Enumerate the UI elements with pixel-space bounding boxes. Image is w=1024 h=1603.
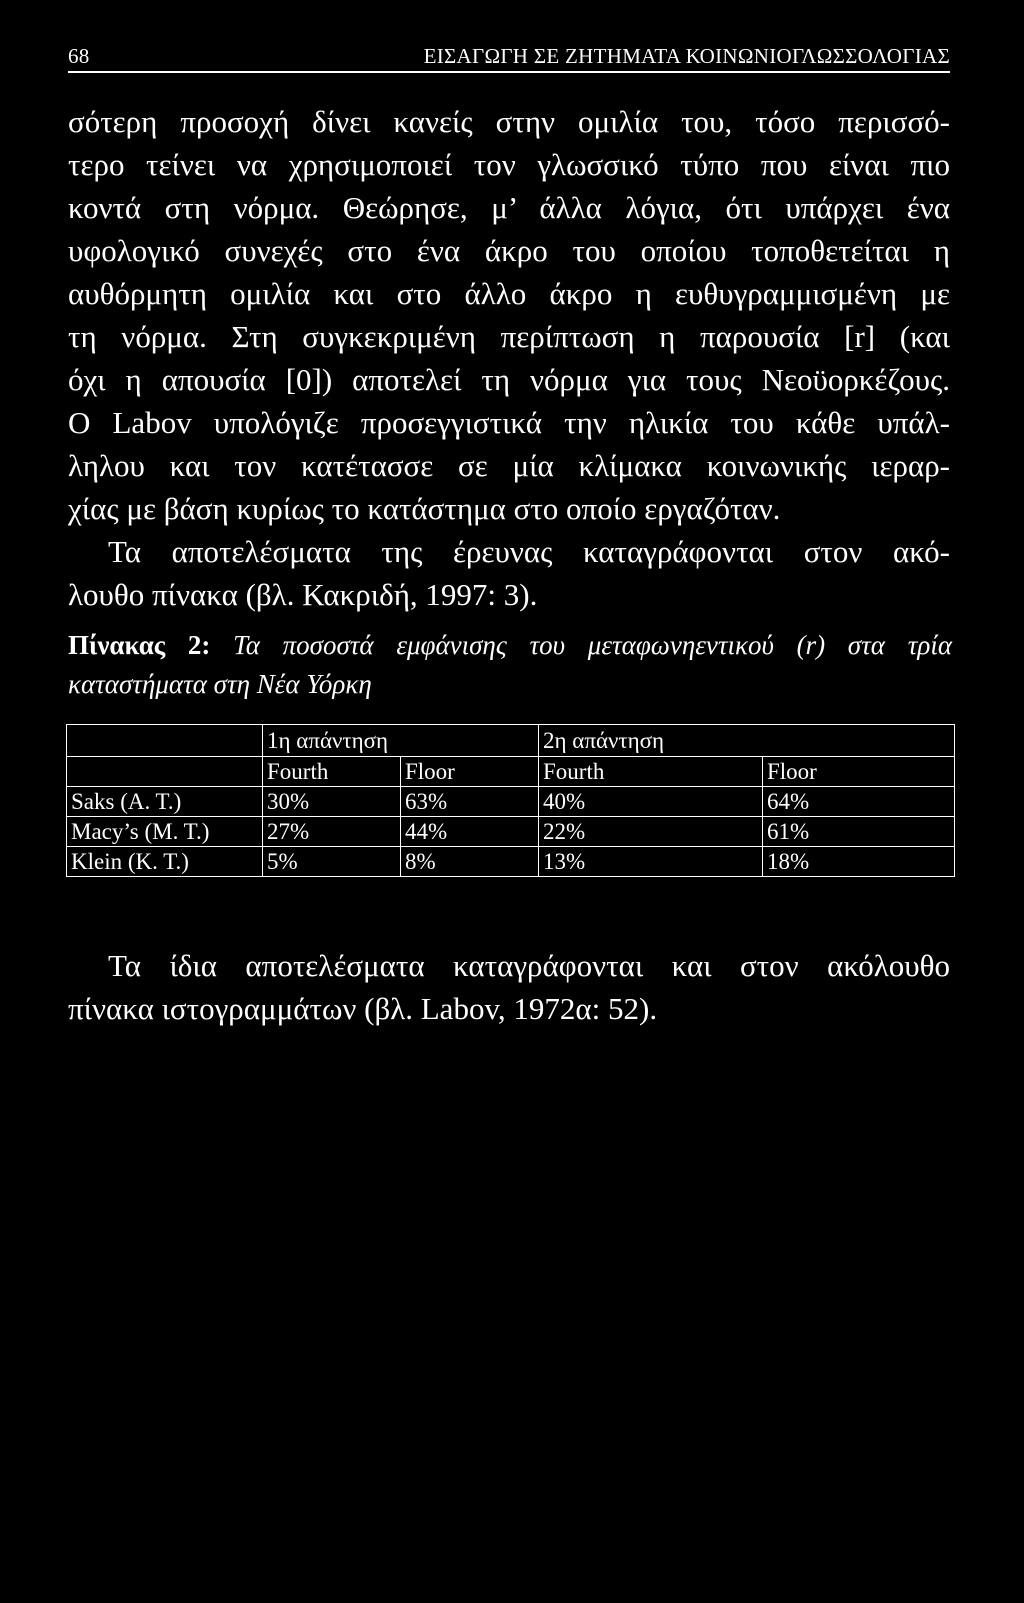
text-line: σότερη προσοχή δίνει κανείς στην ομιλία του, τόσο περισσό- <box>68 104 950 139</box>
table-row <box>67 847 955 877</box>
column-header: Floor <box>401 757 539 787</box>
store-cell: Klein (Κ. Τ.) <box>67 847 263 877</box>
caption-line: καταστήματα στη Νέα Υόρκη <box>68 669 372 699</box>
text-line: λουθο πίνακα (βλ. Κακριδή, 1997: 3). <box>68 577 538 612</box>
paragraph-2 <box>68 530 950 616</box>
caption-label: Πίνακας 2: <box>68 630 211 660</box>
caption-line <box>68 626 952 665</box>
group-header-1: 1η απάντηση <box>263 725 539 757</box>
text-line: χίας με βάση κυρίως το κατάστημα στο οποίο εργαζόταν. <box>68 491 781 526</box>
value-cell: 63% <box>401 787 539 817</box>
text-line: Τα αποτελέσματα της έρευνας καταγράφονται στον ακό- <box>108 534 950 569</box>
table-group-header-row <box>67 725 955 757</box>
text-line: τη νόρμα. Στη συγκεκριμένη περίπτωση η παρουσία [r] (και <box>68 319 950 354</box>
value-cell: 5% <box>263 847 401 877</box>
table-corner-cell <box>67 757 263 787</box>
page-number: 68 <box>68 44 90 68</box>
value-cell: 61% <box>763 817 955 847</box>
store-cell: Saks (Α. Τ.) <box>67 787 263 817</box>
text-line: τερο τείνει να χρησιμοποιεί τον γλωσσικό τύπο που είναι πιο <box>68 147 950 182</box>
column-header: Fourth <box>539 757 763 787</box>
text-line: πίνακα ιστογραμμάτων (βλ. Labov, 1972α: 52). <box>68 991 658 1026</box>
value-cell: 18% <box>763 847 955 877</box>
caption-text: Τα ποσοστά εμφάνισης του μεταφωνηεντικού (r) στα τρία <box>233 630 952 660</box>
value-cell: 30% <box>263 787 401 817</box>
value-cell: 40% <box>539 787 763 817</box>
value-cell: 64% <box>763 787 955 817</box>
column-header: Fourth <box>263 757 401 787</box>
text-line: Ο Labov υπολόγιζε προσεγγιστικά την ηλικία του κάθε υπάλ- <box>68 405 950 440</box>
running-title: ΕΙΣΑΓΩΓΗ ΣΕ ΖΗΤΗΜΑΤΑ ΚΟΙΝΩΝΙΟΓΛΩΣΣΟΛΟΓΙΑΣ <box>423 44 950 68</box>
text-line: Τα ίδια αποτελέσματα καταγράφονται και στον ακόλουθο <box>108 948 950 983</box>
table-corner-cell <box>67 725 263 757</box>
value-cell: 8% <box>401 847 539 877</box>
text-line: ληλου και τον κατέτασσε σε μία κλίμακα κοινωνικής ιεραρ- <box>68 448 950 483</box>
group-header-2: 2η απάντηση <box>539 725 955 757</box>
text-line: κοντά στη νόρμα. Θεώρησε, μ’ άλλα λόγια, ότι υπάρχει ένα <box>68 190 950 225</box>
text-line: όχι η απουσία [0]) αποτελεί τη νόρμα για τους Νεοϋορκέζους. <box>68 362 950 397</box>
table-row <box>67 817 955 847</box>
table-caption <box>68 626 952 704</box>
store-cell: Macy’s (Μ. Τ.) <box>67 817 263 847</box>
text-line: αυθόρμητη ομιλία και στο άλλο άκρο η ευθυγραμμισμένη με <box>68 276 950 311</box>
value-cell: 13% <box>539 847 763 877</box>
column-header: Floor <box>763 757 955 787</box>
table-sub-header-row <box>67 757 955 787</box>
results-table <box>66 724 955 877</box>
value-cell: 27% <box>263 817 401 847</box>
table-row <box>67 787 955 817</box>
text-line: υφολογικό συνεχές στο ένα άκρο του οποίου τοποθετείται η <box>68 233 950 268</box>
value-cell: 22% <box>539 817 763 847</box>
value-cell: 44% <box>401 817 539 847</box>
paragraph-3 <box>68 944 950 1030</box>
paragraph-1 <box>68 100 950 530</box>
running-header <box>68 44 950 73</box>
